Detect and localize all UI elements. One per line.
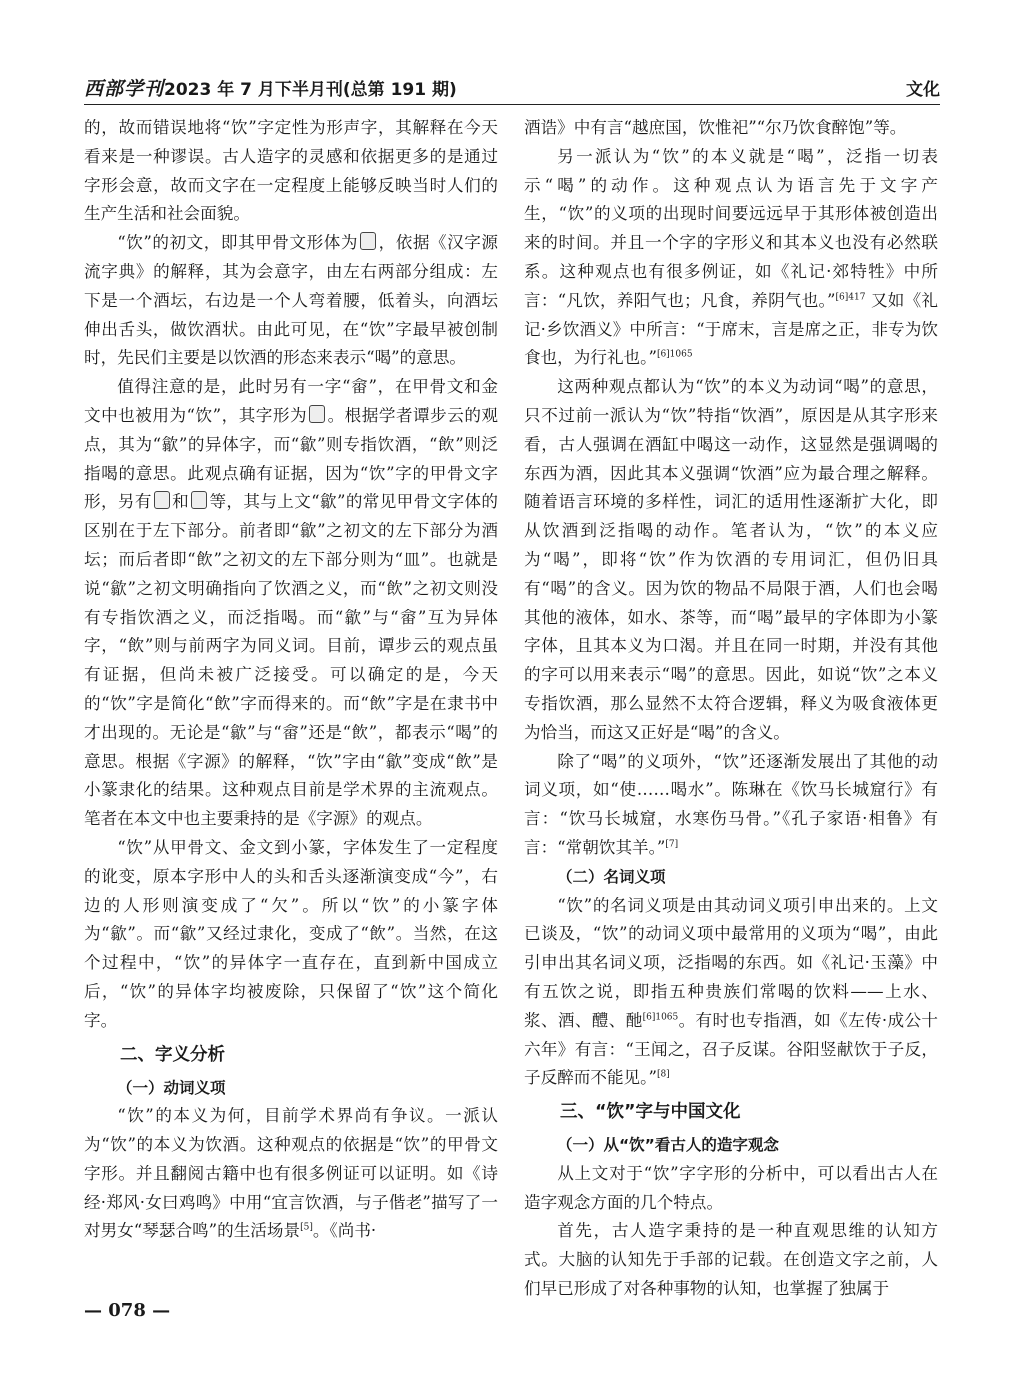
paragraph xyxy=(524,748,938,863)
subsection-heading: （二）名词义项 xyxy=(557,867,666,886)
section-heading: 二、字义分析 xyxy=(120,1044,225,1065)
text-run: 。《尚书· xyxy=(312,1221,377,1241)
oracle-bone-glyph-icon xyxy=(154,491,170,509)
citation: [7] xyxy=(665,839,679,850)
subsection-heading: （一）动词义项 xyxy=(117,1078,226,1097)
text-run: 值得注意的是，此时另有一字“畲”，在甲骨文和金文中也被用为“饮”，其字形为 xyxy=(84,377,498,425)
paragraph: 的，故而错误地将“饮”字定性为形声字，其解释在今天看来是一种谬误。古人造字的灵感和依据更多的是通过字形会意，故而文字在一定程度上能够反映当时人们的生产生活和社会面貌。 xyxy=(84,118,498,224)
text-run: 除了“喝”的义项外，“饮”还逐渐发展出了其他的动词义项，如“使……喝水”。陈琳在《饮马长城窟行》有言：“饮马长城窟，水寒伤马骨。”《孔子家语·相鲁》有言：“常朝饮其羊。” xyxy=(524,751,938,857)
paragraph xyxy=(84,373,498,834)
page-number: — 078 — xyxy=(84,1300,171,1321)
citation: [6]417 xyxy=(835,292,866,303)
text-run: ，依据《汉字源流字典》的解释，其为会意字，由左右两部分组成：左下是一个酒坛，右边是一个人弯着腰，低着头，向酒坛伸出舌头，做饮酒状。由此可见，在“饮”字最早被创制时，先民们主要是以饮酒的形态来表示“喝”的意思。 xyxy=(84,233,499,368)
citation: [6]1065 xyxy=(656,349,693,360)
paragraph xyxy=(84,229,498,373)
paragraph: 这两种观点都认为“饮”的本义为动词“喝”的意思，只不过前一派认为“饮”特指“饮酒”，原因是从其字形来看，古人强调在酒缸中喝这一动作，这显然是强调喝的东西为酒，因此其本义强调“饮酒”应为最合理之解释。随着语言环境的多样性，词汇的适用性逐渐扩大化，即从饮酒到泛指喝的动作。笔者认为，“饮”的本义应为“喝”，即将“饮”作为饮酒的专用词汇，但仍旧具有“喝”的含义。因为饮的物品不局限于酒，人们也会喝其他的液体，如水、茶等，而“喝”最早的字体即为小篆字体，且其本义为口渴。并且在同一时期，并没有其他的字可以用来表示“喝”的意思。因此，如说“饮”之本义专指饮酒，那么显然不太符合逻辑，释义为吸食液体更为恰当，而这又正好是“喝”的含义。 xyxy=(524,377,938,742)
text-run: 另一派认为“饮”的本义就是“喝”，泛指一切表示“喝”的动作。这种观点认为语言先于文字产生，“饮”的义项的出现时间要远远早于其形体被创造出来的时间。并且一个字的字形义和其本义也没有必然联系。这种观点也有很多例证，如《礼记·郊特牲》中所言：“凡饮，养阳气也；凡食，养阴气也。” xyxy=(524,146,938,310)
paragraph xyxy=(524,143,938,373)
section-name: 文化 xyxy=(906,79,940,100)
text-run: 。有时也专指酒，如《左传·成公十六年》有言：“王闻之，召子反谋。谷阳竖献饮于子反，子反醉而不能见。” xyxy=(524,1010,938,1088)
oracle-bone-glyph-icon xyxy=(360,232,376,250)
paragraph: 首先，古人造字秉持的是一种直观思维的认知方式。大脑的认知先于手部的记载。在创造文字之前，人们早已形成了对各种事物的认知，也掌握了独属于 xyxy=(524,1221,938,1299)
text-run: 等，其与上文“歙”的常见甲骨文字体的区别在于左下部分。前者即“歙”之初文的左下部分为酒坛；而后者即“飲”之初文的左下部分则为“皿”。也就是说“歙”之初文明确指向了饮酒之义，而“飲”之初文则没有专指饮酒之义，而泛指喝。而“歙”与“畲”互为异体字，“飲”则与前两字为同义词。目前，谭步云的观点虽有证据，但尚未被广泛接受。可以确定的是，今天的“饮”字是简化“飲”字而得来的。而“飲”字是在隶书中才出现的。无论是“歙”与“畲”还是“飲”，都表示“喝”的意思。根据《字源》的解释，“饮”字由“歙”变成“飲”是小篆隶化的结果。这种观点目前是学术界的主流观点。笔者在本文中也主要秉持的是《字源》的观点。 xyxy=(84,492,499,829)
paragraph: “饮”从甲骨文、金文到小篆，字体发生了一定程度的讹变，原本字形中人的头和舌头逐渐演变成“今”，右边的人形则演变成了“欠”。所以“饮”的小篆字体为“歙”。而“歙”又经过隶化，变成了“飲”。当然，在这个过程中，“饮”的异体字一直存在，直到新中国成立后，“饮”的异体字均被废除，只保留了“饮”这个简化字。 xyxy=(84,837,498,1030)
citation: [6]1065 xyxy=(642,1012,679,1023)
text-run: 又如《礼记·乡饮酒义》中所言：“于席末，言是席之正，非专为饮食也，为行礼也。” xyxy=(524,290,938,368)
paragraph xyxy=(84,1102,498,1246)
right-column xyxy=(524,114,938,1304)
bronze-glyph-icon xyxy=(309,405,325,423)
issue-info: 2023 年 7 月下半月刊(总第 191 期) xyxy=(164,79,457,100)
text-run: “饮”的初文，即其甲骨文形体为 xyxy=(117,233,359,253)
section-heading: 三、“饮”字与中国文化 xyxy=(560,1102,741,1123)
text-run: “饮”的本义为何，目前学术界尚有争议。一派认为“饮”的本义为饮酒。这种观点的依据是“饮”的甲骨文字形。并且翻阅古籍中也有很多例证可以证明。如《诗经·郑风·女曰鸡鸣》中用“宜言饮酒，与子偕老”描写了一对男女“琴瑟合鸣”的生活场景 xyxy=(84,1106,498,1241)
left-column xyxy=(84,114,498,1246)
paragraph: 从上文对于“饮”字字形的分析中，可以看出古人在造字观念方面的几个特点。 xyxy=(524,1163,938,1212)
paragraph xyxy=(524,892,938,1094)
subsection-heading: （一）从“饮”看古人的造字观念 xyxy=(557,1136,779,1155)
text-run: “饮”的名词义项是由其动词义项引申出来的。上文已谈及，“饮”的动词义项中最常用的义项为“喝”，由此引申出其名词义项，泛指喝的东西。如《礼记·玉藻》中有五饮之说，即指五种贵族们常喝的饮料——上水、浆、酒、醴、酏 xyxy=(524,895,938,1030)
journal-logo: 西部学刊 xyxy=(84,77,165,100)
citation: [5] xyxy=(300,1222,313,1233)
citation: [8] xyxy=(656,1069,670,1080)
text-run: 。根据学者谭步云的观点，其为“歙”的异体字，而“歙”则专指饮酒，“飲”则泛指喝的意思。此观点确有证据，因为“饮”字的甲骨文字形，另有 xyxy=(84,405,499,512)
text-run: 和 xyxy=(171,492,190,512)
paragraph: 酒诰》中有言“越庶国，饮惟祀”“尔乃饮食醉饱”等。 xyxy=(524,118,907,137)
page-header xyxy=(84,70,940,105)
oracle-bone-glyph-icon xyxy=(191,491,207,509)
journal-title xyxy=(84,74,457,101)
